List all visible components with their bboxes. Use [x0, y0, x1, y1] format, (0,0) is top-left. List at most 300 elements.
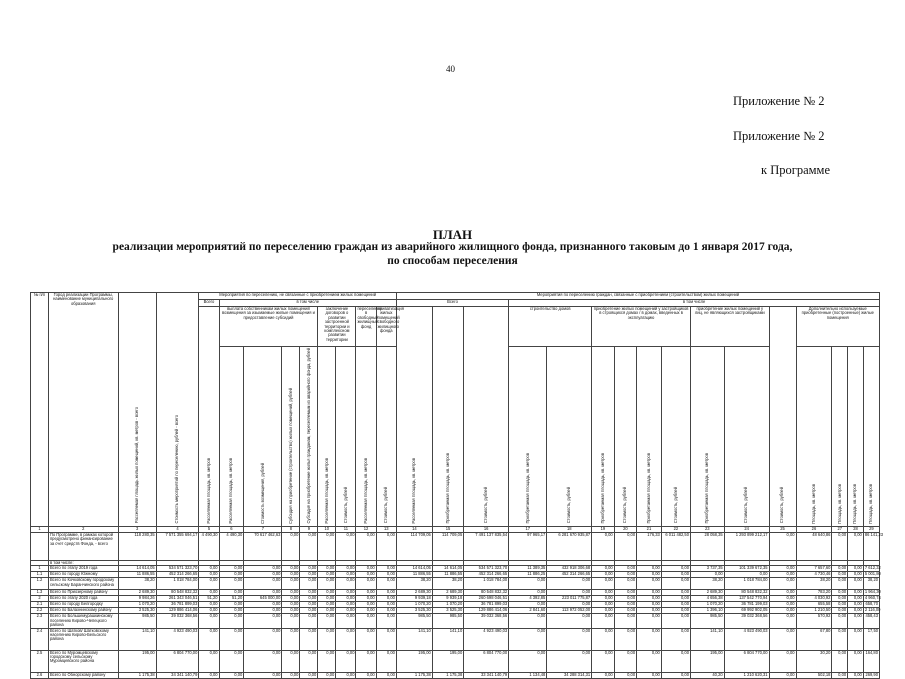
table-cell: 0,00	[614, 608, 636, 614]
table-cell: 0,00	[614, 614, 636, 628]
table-cell: 0,00	[592, 572, 614, 578]
table-cell: 0,00	[661, 602, 690, 608]
header-all-2: Всего	[396, 300, 508, 307]
table-cell: 4 656,38	[690, 596, 724, 602]
header-sub-19: Площадь, кв. метров	[848, 347, 864, 527]
column-number: 3	[118, 526, 156, 532]
table-cell: 0,00	[244, 614, 282, 628]
table-cell: 141,10	[118, 628, 156, 650]
table-cell: 0,00	[219, 608, 244, 614]
table-cell: 0,00	[282, 614, 300, 628]
table-cell: 2.3	[31, 614, 49, 628]
table-cell: 0,00	[848, 566, 864, 572]
table-cell: 2 689,30	[118, 590, 156, 596]
column-number: 24	[724, 526, 769, 532]
header-sub-3: Расселяемая площадь, кв. метров	[199, 307, 219, 527]
table-cell: 118 280,35	[118, 532, 156, 560]
table-cell: 0,00	[832, 608, 848, 614]
column-number: 16	[464, 526, 509, 532]
header-sub-14: Расселяемая площадь, кв. метров	[396, 307, 432, 527]
document-subtitle-line-2: по способам переселения	[387, 255, 518, 267]
table-cell: 38,20	[396, 578, 432, 590]
table-cell: 0,00	[376, 628, 396, 650]
table-cell: 141,10	[396, 628, 432, 650]
header-sub-12: Стоимость, рублей	[614, 347, 636, 527]
table-cell: 2.4	[31, 628, 49, 650]
table-cell: 0,00	[637, 578, 662, 590]
table-cell: 223 011 775,87	[547, 596, 592, 602]
table-cell: 0,00	[661, 596, 690, 602]
row-name-cell: Всего по этапу 2020 года	[48, 596, 118, 602]
column-number: 26	[796, 526, 832, 532]
header-contract: заключение договоров о развитии застроенной территории и комплексном развитии территории	[318, 307, 356, 347]
table-cell: 0,00	[300, 566, 318, 572]
table-cell: 0,00	[769, 608, 796, 614]
table-cell: 0,00	[832, 602, 848, 608]
table-cell: 0,00	[592, 650, 614, 672]
header-sub-16: Стоимость, рублей	[464, 307, 509, 527]
header-all-1: Всего	[199, 300, 219, 307]
table-cell: 0,00	[282, 566, 300, 572]
table-cell: 0,00	[336, 590, 356, 596]
column-number: 5	[199, 526, 219, 532]
column-number: 10	[318, 526, 336, 532]
table-cell: 0,00	[318, 628, 336, 650]
table-cell: 0,00	[300, 590, 318, 596]
table-cell: 9 939,18	[396, 596, 432, 602]
table-cell: 452 314 266,65	[156, 572, 199, 578]
header-area-total: Расселяемая площадь жилых помещений, кв. метров - всего	[118, 293, 156, 527]
table-cell: 0,00	[832, 596, 848, 602]
table-cell: 658,70	[863, 602, 879, 608]
page-number: 40	[446, 64, 455, 74]
table-cell: 0,00	[614, 672, 636, 678]
table-cell: 0,00	[614, 602, 636, 608]
table-cell: 0,00	[637, 650, 662, 672]
table-cell: 6 281 670 935,87	[547, 532, 592, 560]
row-name-cell: Всего по Шатков/ Шатковскому населению Кирово-Бельского района	[48, 628, 118, 650]
table-cell: 0,00	[244, 578, 282, 590]
table-cell: 432 918 306,68	[547, 566, 592, 572]
table-cell: 0,00	[282, 672, 300, 678]
header-incl-2: в том числе	[509, 300, 880, 307]
table-row	[31, 614, 880, 628]
table-cell: 0,00	[547, 602, 592, 608]
header-sub-6: Стоимость, рублей	[336, 347, 356, 527]
table-cell: 0,00	[848, 650, 864, 672]
column-number: 4	[156, 526, 199, 532]
table-cell: 0,00	[244, 572, 282, 578]
table-cell: 0,00	[509, 578, 547, 590]
table-cell: 0,00	[832, 578, 848, 590]
table-cell: 0,00	[300, 596, 318, 602]
table-cell: 0,00	[769, 590, 796, 596]
table-cell: 0,00	[661, 572, 690, 578]
row-name-cell: Всего по городу Белгородку	[48, 602, 118, 608]
table-cell: 0,00	[509, 650, 547, 672]
table-cell: 0,00	[336, 566, 356, 572]
table-cell: 0,00	[356, 608, 376, 614]
table-cell: 570,92	[796, 614, 832, 628]
header-payout: выплата собственникам жилых помещений возмещения за изымаемые жилые помещения и предоставление субсидий	[219, 307, 318, 347]
table-cell: 0,00	[282, 608, 300, 614]
column-number: 15	[432, 526, 463, 532]
table-cell: 0,00	[637, 596, 662, 602]
table-cell: 4 960,74	[864, 595, 881, 601]
table-cell: 0,00	[637, 614, 662, 628]
column-number: 14	[396, 526, 432, 532]
header-name: Город реализации Программы, наименование муниципального образования	[48, 293, 118, 527]
table-cell: 0,00	[336, 628, 356, 650]
table-cell: 0,00	[356, 628, 376, 650]
table-cell: 0,00	[356, 590, 376, 596]
table-cell: 195,00	[396, 650, 432, 672]
row-name-cell: Всего по Кочковскому городскому сельскому Баранчинского района	[48, 578, 118, 590]
table-cell: 0,00	[769, 596, 796, 602]
column-number: 18	[547, 526, 592, 532]
table-cell: 0,00	[661, 672, 690, 678]
table-cell: 2 116,00	[864, 607, 881, 613]
table-cell: 0,00	[336, 608, 356, 614]
table-cell: 0,00	[592, 614, 614, 628]
table-cell: 452 314 266,65	[464, 572, 509, 578]
row-name-cell: Всего по этапу 2019 года	[48, 566, 118, 572]
column-number: 27	[832, 526, 848, 532]
table-cell: 0,00	[244, 590, 282, 596]
table-cell: 7 657,60	[796, 566, 832, 572]
table-cell: 0,00	[300, 602, 318, 608]
table-cell: 0,00	[769, 628, 796, 650]
table-cell: 0,00	[336, 596, 356, 602]
table-cell: 0,00	[356, 614, 376, 628]
table-cell: 11 389,35	[509, 566, 547, 572]
table-cell: 1 070,20	[432, 602, 463, 608]
header-build: строительство домов	[509, 307, 592, 347]
table-cell: 0,00	[769, 532, 796, 560]
table-cell: 4 923 490,03	[156, 628, 199, 650]
table-cell: 0,00	[376, 608, 396, 614]
table-cell: 1 070,20	[396, 602, 432, 608]
table-cell: 4 392,85	[509, 596, 547, 602]
table-cell: 1.2	[31, 578, 49, 590]
table-cell: 0,00	[199, 650, 219, 672]
table-cell: 0,00	[199, 602, 219, 608]
table-cell: 534 571 323,70	[156, 566, 199, 572]
table-cell: 11 886,55	[432, 572, 463, 578]
table-cell: 0,00	[509, 602, 547, 608]
row-name-cell: в том числе:	[48, 560, 118, 565]
table-cell: 0,00	[356, 602, 376, 608]
table-cell: 0,00	[592, 608, 614, 614]
table-cell: 2 689,30	[396, 590, 432, 596]
table-cell: 0,00	[547, 650, 592, 672]
table-cell: 0,00	[199, 628, 219, 650]
table-cell: 1 964,30	[864, 589, 881, 595]
table-cell: 0,00	[356, 532, 376, 560]
table-cell: 0,00	[300, 614, 318, 628]
table-cell: 1.1	[31, 572, 49, 578]
header-sub-4: Субсидия на приобретение жилья гражданам, переселяемым из аварийного фонда, рублей	[300, 347, 318, 527]
table-cell: 4 730,46	[796, 572, 832, 578]
table-cell: 141,10	[690, 628, 724, 650]
table-cell: 0,00	[592, 628, 614, 650]
table-cell: 0,00	[690, 572, 724, 578]
table-cell: 0,00	[376, 578, 396, 590]
table-cell: 11 886,55	[118, 572, 156, 578]
table-cell: 1 175,38	[118, 672, 156, 678]
table-cell: 0,00	[318, 578, 336, 590]
table-cell: 0,00	[336, 650, 356, 672]
table-cell: 0,00	[848, 590, 864, 596]
table-cell: 0,00	[336, 602, 356, 608]
table-cell	[31, 532, 49, 560]
table-cell: 260 698 046,51	[464, 596, 509, 602]
column-number: 25	[769, 526, 796, 532]
table-cell: 0,00	[318, 566, 336, 572]
header-sub-9: Приобретаемая площадь, кв. метров	[509, 347, 547, 527]
table-cell: 0,00	[219, 590, 244, 596]
header-group-non-acquisition: Мероприятия по переселению, не связанные с приобретением жилых помещений	[199, 293, 397, 300]
table-cell: 0,00	[356, 596, 376, 602]
column-number: 20	[614, 526, 636, 532]
table-cell: 48 640,86	[796, 532, 832, 560]
table-cell: 14 614,05	[396, 566, 432, 572]
table-cell: 38,20	[863, 578, 879, 590]
table-cell: 2.6	[31, 672, 49, 678]
table-cell: 0,00	[661, 566, 690, 572]
header-extra: Дополнительно используемые приобретенные (построенные) жилые помещения	[796, 307, 880, 347]
table-cell: 985,50	[432, 614, 463, 628]
table-cell: 0,00	[219, 672, 244, 678]
table-cell: 33 341 140,79	[464, 672, 509, 678]
table-cell: 0,00	[376, 532, 396, 560]
table-cell: 0,00	[356, 566, 376, 572]
header-sub-17: Площадь, кв. метров	[796, 347, 832, 527]
header-buy: приобретение жилых помещений у застройщиков в строящихся домах / в домах, введенных в эксплуатацию	[592, 307, 691, 347]
table-cell: 34 288 314,31	[547, 672, 592, 678]
table-cell: 655,58	[796, 602, 832, 608]
table-cell: 7 571 355 694,17	[156, 532, 199, 560]
table-cell: 0,00	[614, 590, 636, 596]
table-cell: 17,50	[863, 628, 879, 650]
table-cell: 0,00	[244, 628, 282, 650]
column-number: 17	[509, 526, 547, 532]
table-cell: 0,00	[376, 590, 396, 596]
table-cell: 0,00	[547, 628, 592, 650]
table-cell: 0,00	[318, 572, 336, 578]
table-cell: 0,00	[219, 614, 244, 628]
column-number: 1	[31, 526, 49, 532]
table-cell: 985,50	[690, 614, 724, 628]
table-cell: 0,00	[769, 602, 796, 608]
header-other: переселение в свободный жилищный фонд	[356, 307, 376, 347]
table-cell: 985,50	[118, 614, 156, 628]
table-cell: 0,00	[300, 608, 318, 614]
table-cell: 1 070,20	[690, 602, 724, 608]
table-cell: 269,90	[863, 672, 879, 678]
table-cell: 0,00	[848, 532, 864, 560]
table-cell: 0,00	[769, 614, 796, 628]
row-name-cell: Всего по Балахнинскому району	[48, 608, 118, 614]
table-cell: 195,00	[432, 650, 463, 672]
table-cell: 0,00	[282, 578, 300, 590]
table-cell: 0,00	[637, 602, 662, 608]
header-number: № п/п	[31, 293, 49, 527]
header-sell: приватизация жилых помещений свободного жилищного фонда	[376, 307, 396, 347]
table-cell: 0,00	[244, 608, 282, 614]
header-sub-3: Субсидия на приобретение (строительство) жилых помещений, рублей	[282, 347, 300, 527]
table-cell: 0,00	[318, 672, 336, 678]
table-cell: 0,00	[336, 578, 356, 590]
table-cell: 0,00	[614, 532, 636, 560]
column-number: 21	[637, 526, 662, 532]
column-number: 29	[863, 526, 879, 532]
header-sub-15: Приобретаемая площадь, кв. метров	[690, 347, 724, 527]
table-cell: 0,00	[199, 578, 219, 590]
table-cell: 0,00	[244, 566, 282, 572]
table-cell: 0,00	[509, 614, 547, 628]
table-cell: 985,50	[396, 614, 432, 628]
table-cell: 0,00	[376, 566, 396, 572]
table-cell: 502,18	[796, 672, 832, 678]
table-cell: 0,00	[769, 572, 796, 578]
table-cell: 137 542 770,94	[724, 596, 769, 602]
table-cell: 11 886,25	[509, 572, 547, 578]
table-row	[31, 650, 880, 672]
table-cell: 0,00	[848, 608, 864, 614]
table-cell: 4 923 490,03	[724, 628, 769, 650]
row-name-cell: Всего по Большемурашкинскому поселению Кирово-Чепецкого района	[48, 614, 118, 628]
table-cell: 0,00	[376, 602, 396, 608]
table-cell: 0,00	[244, 602, 282, 608]
table-cell: 0,00	[661, 608, 690, 614]
column-number: 6	[219, 526, 244, 532]
column-number: 2	[48, 526, 118, 532]
table-cell: 0,00	[318, 650, 336, 672]
table-cell: 4 030,92	[796, 596, 832, 602]
table-cell: 1.3	[31, 590, 49, 596]
table-cell: 0,00	[547, 590, 592, 596]
table-cell: 0,00	[614, 628, 636, 650]
table-cell: 458,43	[863, 614, 879, 628]
table-cell: 0,00	[637, 566, 662, 572]
table-cell: 0,00	[661, 628, 690, 650]
table-cell: 0,00	[219, 578, 244, 590]
table-cell: 1 210 620,31	[724, 672, 769, 678]
table-cell: 129 886 414,06	[156, 608, 199, 614]
table-row	[31, 628, 880, 650]
table-cell: 39 032 368,56	[156, 614, 199, 628]
table-cell: 14 614,05	[118, 566, 156, 572]
header-sub-1: Расселяемая площадь, кв. метров	[219, 347, 244, 527]
table-cell: 3 525,30	[396, 608, 432, 614]
table-cell: 0,00	[832, 628, 848, 650]
appendix-line-1: Приложение № 2	[733, 94, 825, 108]
table-cell: 0,00	[637, 608, 662, 614]
table-cell: 0,00	[592, 602, 614, 608]
table-cell: 0,00	[661, 578, 690, 590]
table-cell: 38,20	[690, 578, 724, 590]
appendix-line-3: к Программе	[761, 163, 831, 177]
table-cell: 86 141,23	[863, 532, 879, 560]
header-sub-16: Стоимость, рублей	[724, 347, 769, 527]
table-cell: 0,00	[614, 572, 636, 578]
table-cell: 0,00	[356, 572, 376, 578]
table-cell: 195,00	[118, 650, 156, 672]
table-cell: 0,00	[282, 590, 300, 596]
table-cell: 2.1	[31, 602, 49, 608]
table-cell: 0,00	[356, 578, 376, 590]
table-cell: 0,00	[832, 532, 848, 560]
table-row	[31, 578, 880, 590]
table-cell: 7 612,32	[864, 565, 881, 571]
table-cell: 4 490,30	[199, 532, 219, 560]
table-cell: 1 018 784,00	[156, 578, 199, 590]
table-cell: 261 343 046,51	[156, 596, 199, 602]
table-cell: 452 314 266,65	[547, 572, 592, 578]
column-number: 22	[661, 526, 690, 532]
header-group-acquisition: Мероприятия по переселению граждан, связанные с приобретением (строительством) жилых помещений	[396, 293, 879, 300]
table-cell: 69 992 902,05	[724, 608, 769, 614]
table-cell: 0,00	[769, 672, 796, 678]
table-cell: 6 804 770,00	[156, 650, 199, 672]
table-cell: 0,00	[219, 650, 244, 672]
table-cell: 1	[31, 566, 49, 572]
table-cell: 1 018 784,00	[464, 578, 509, 590]
table-cell: 38,20	[432, 578, 463, 590]
table-cell: 14 614,05	[432, 566, 463, 572]
table-cell: 3 737,35	[690, 566, 724, 572]
table-cell: 1 175,38	[432, 672, 463, 678]
table-cell: 113 972 052,00	[547, 608, 592, 614]
table-cell: 0,00	[318, 596, 336, 602]
table-cell: 0,00	[592, 596, 614, 602]
table-cell: 0,00	[336, 532, 356, 560]
header-cost-total: Стоимость мероприятий по переселению, рублей - всего	[156, 293, 199, 527]
table-cell: 0,00	[832, 650, 848, 672]
table-cell: 34 341 140,79	[156, 672, 199, 678]
table-cell: 0,00	[832, 566, 848, 572]
table-cell: 0,00	[832, 672, 848, 678]
column-number: 7	[244, 526, 282, 532]
table-cell: 80 548 832,32	[724, 590, 769, 596]
table-cell: 0,00	[592, 566, 614, 572]
header-buy-other: приобретение жилых помещений у лиц, не являющихся застройщиками	[690, 307, 769, 347]
table-cell: 0,00	[637, 628, 662, 650]
header-sub-2: Стоимость возмещения, рублей	[244, 347, 282, 527]
row-name-cell: По Программе, в рамках которой предусмотрено финансирование за счет средств Фонда, - всего	[48, 532, 118, 560]
table-cell: 141,10	[432, 628, 463, 650]
column-number: 12	[356, 526, 376, 532]
table-cell: 1 134,48	[509, 672, 547, 678]
table-cell: 39 032 368,56	[464, 614, 509, 628]
table-cell: 0,00	[848, 596, 864, 602]
document-subtitle-line-1: реализации мероприятий по переселению граждан из аварийного жилищного фонда, признанного таковым до 1 января 2017 года,	[112, 241, 793, 253]
table-cell: 114 709,05	[396, 532, 432, 560]
table-cell: 6 011 482,50	[661, 532, 690, 560]
table-cell: 0,00	[848, 672, 864, 678]
table-cell: 2 689,30	[690, 590, 724, 596]
table-cell: 0,00	[592, 590, 614, 596]
table-cell: 39 032 368,56	[724, 614, 769, 628]
table-cell: 0,00	[199, 590, 219, 596]
table-cell: 0,00	[199, 608, 219, 614]
table-cell: 11 886,55	[396, 572, 432, 578]
table-cell: 0,00	[336, 572, 356, 578]
table-cell: 0,00	[199, 572, 219, 578]
table-cell: 0,00	[318, 602, 336, 608]
table-cell: 0,00	[219, 602, 244, 608]
